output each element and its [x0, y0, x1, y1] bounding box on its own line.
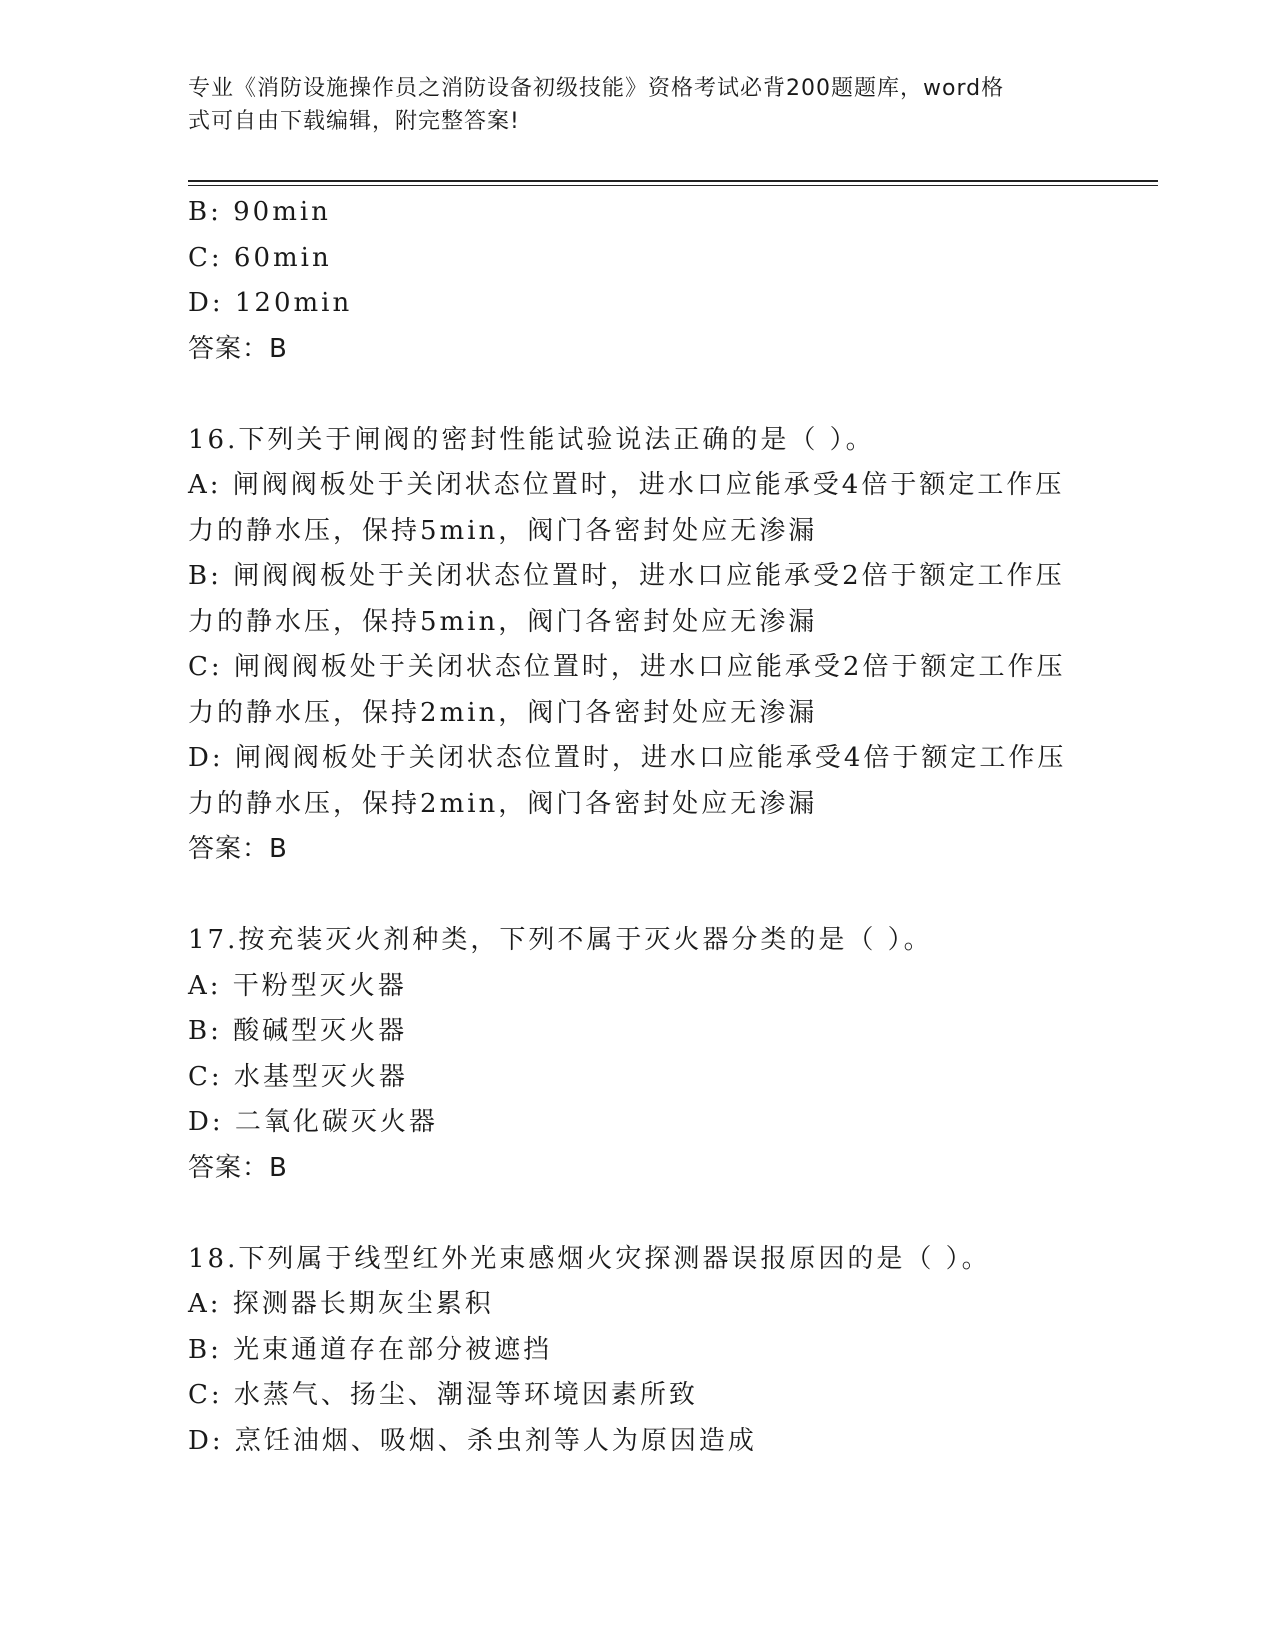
spacer [188, 1191, 1088, 1237]
option-d: D: 烹饪油烟、吸烟、杀虫剂等人为原因造成 [188, 1425, 757, 1456]
header-rule-thin [188, 185, 1158, 186]
option-c: C: 闸阀阀板处于关闭状态位置时，进水口应能承受2倍于额定工作压 [188, 652, 1066, 682]
option-a: A: 探测器长期灰尘累积 [188, 1289, 494, 1319]
option-d: D: 二氧化碳灭火器 [188, 1107, 438, 1137]
option-a: A: 干粉型灭火器 [188, 970, 407, 1001]
header-rule-thick [188, 180, 1158, 182]
option-b: B: 酸碱型灭火器 [188, 1016, 408, 1046]
question-18 [188, 1237, 1088, 1465]
option-c: C: 60min [188, 242, 332, 273]
header-line-2: 式可自由下载编辑，附完整答案! [188, 109, 520, 134]
answer-line: 答案：B [188, 834, 288, 864]
option-b: B: 光束通道存在部分被遮挡 [188, 1334, 553, 1365]
option-b-cont: 力的静水压，保持5min，阀门各密封处应无渗漏 [188, 606, 818, 637]
question-16 [188, 418, 1088, 873]
option-a-cont: 力的静水压，保持5min，阀门各密封处应无渗漏 [188, 515, 818, 546]
question-17 [188, 918, 1088, 1191]
option-a: A: 闸阀阀板处于关闭状态位置时，进水口应能承受4倍于额定工作压 [188, 470, 1065, 500]
option-d: D: 闸阀阀板处于关闭状态位置时，进水口应能承受4倍于额定工作压 [188, 743, 1067, 773]
spacer [188, 873, 1088, 919]
header-line-1: 专业《消防设施操作员之消防设备初级技能》资格考试必背200题题库，word格 [188, 76, 1005, 101]
answer-line: 答案：B [188, 1152, 288, 1183]
answer-line: 答案：B [188, 333, 288, 364]
question-content [188, 190, 1088, 1464]
question-15-continuation [188, 190, 1088, 372]
option-d: D: 120min [188, 288, 353, 318]
option-b: B: 90min [188, 197, 331, 227]
document-header [188, 72, 1068, 138]
question-stem: 17.按充装灭火剂种类，下列不属于灭火器分类的是（ ）。 [188, 925, 933, 955]
question-stem: 16.下列关于闸阀的密封性能试验说法正确的是（ ）。 [188, 424, 875, 455]
spacer [188, 372, 1088, 418]
option-d-cont: 力的静水压，保持2min，阀门各密封处应无渗漏 [188, 788, 818, 819]
question-stem: 18.下列属于线型红外光束感烟火灾探测器误报原因的是（ ）。 [188, 1243, 991, 1274]
option-c: C: 水蒸气、扬尘、潮湿等环境因素所致 [188, 1380, 698, 1410]
option-c: C: 水基型灭火器 [188, 1061, 408, 1092]
option-c-cont: 力的静水压，保持2min，阀门各密封处应无渗漏 [188, 697, 818, 728]
option-b: B: 闸阀阀板处于关闭状态位置时，进水口应能承受2倍于额定工作压 [188, 561, 1065, 591]
